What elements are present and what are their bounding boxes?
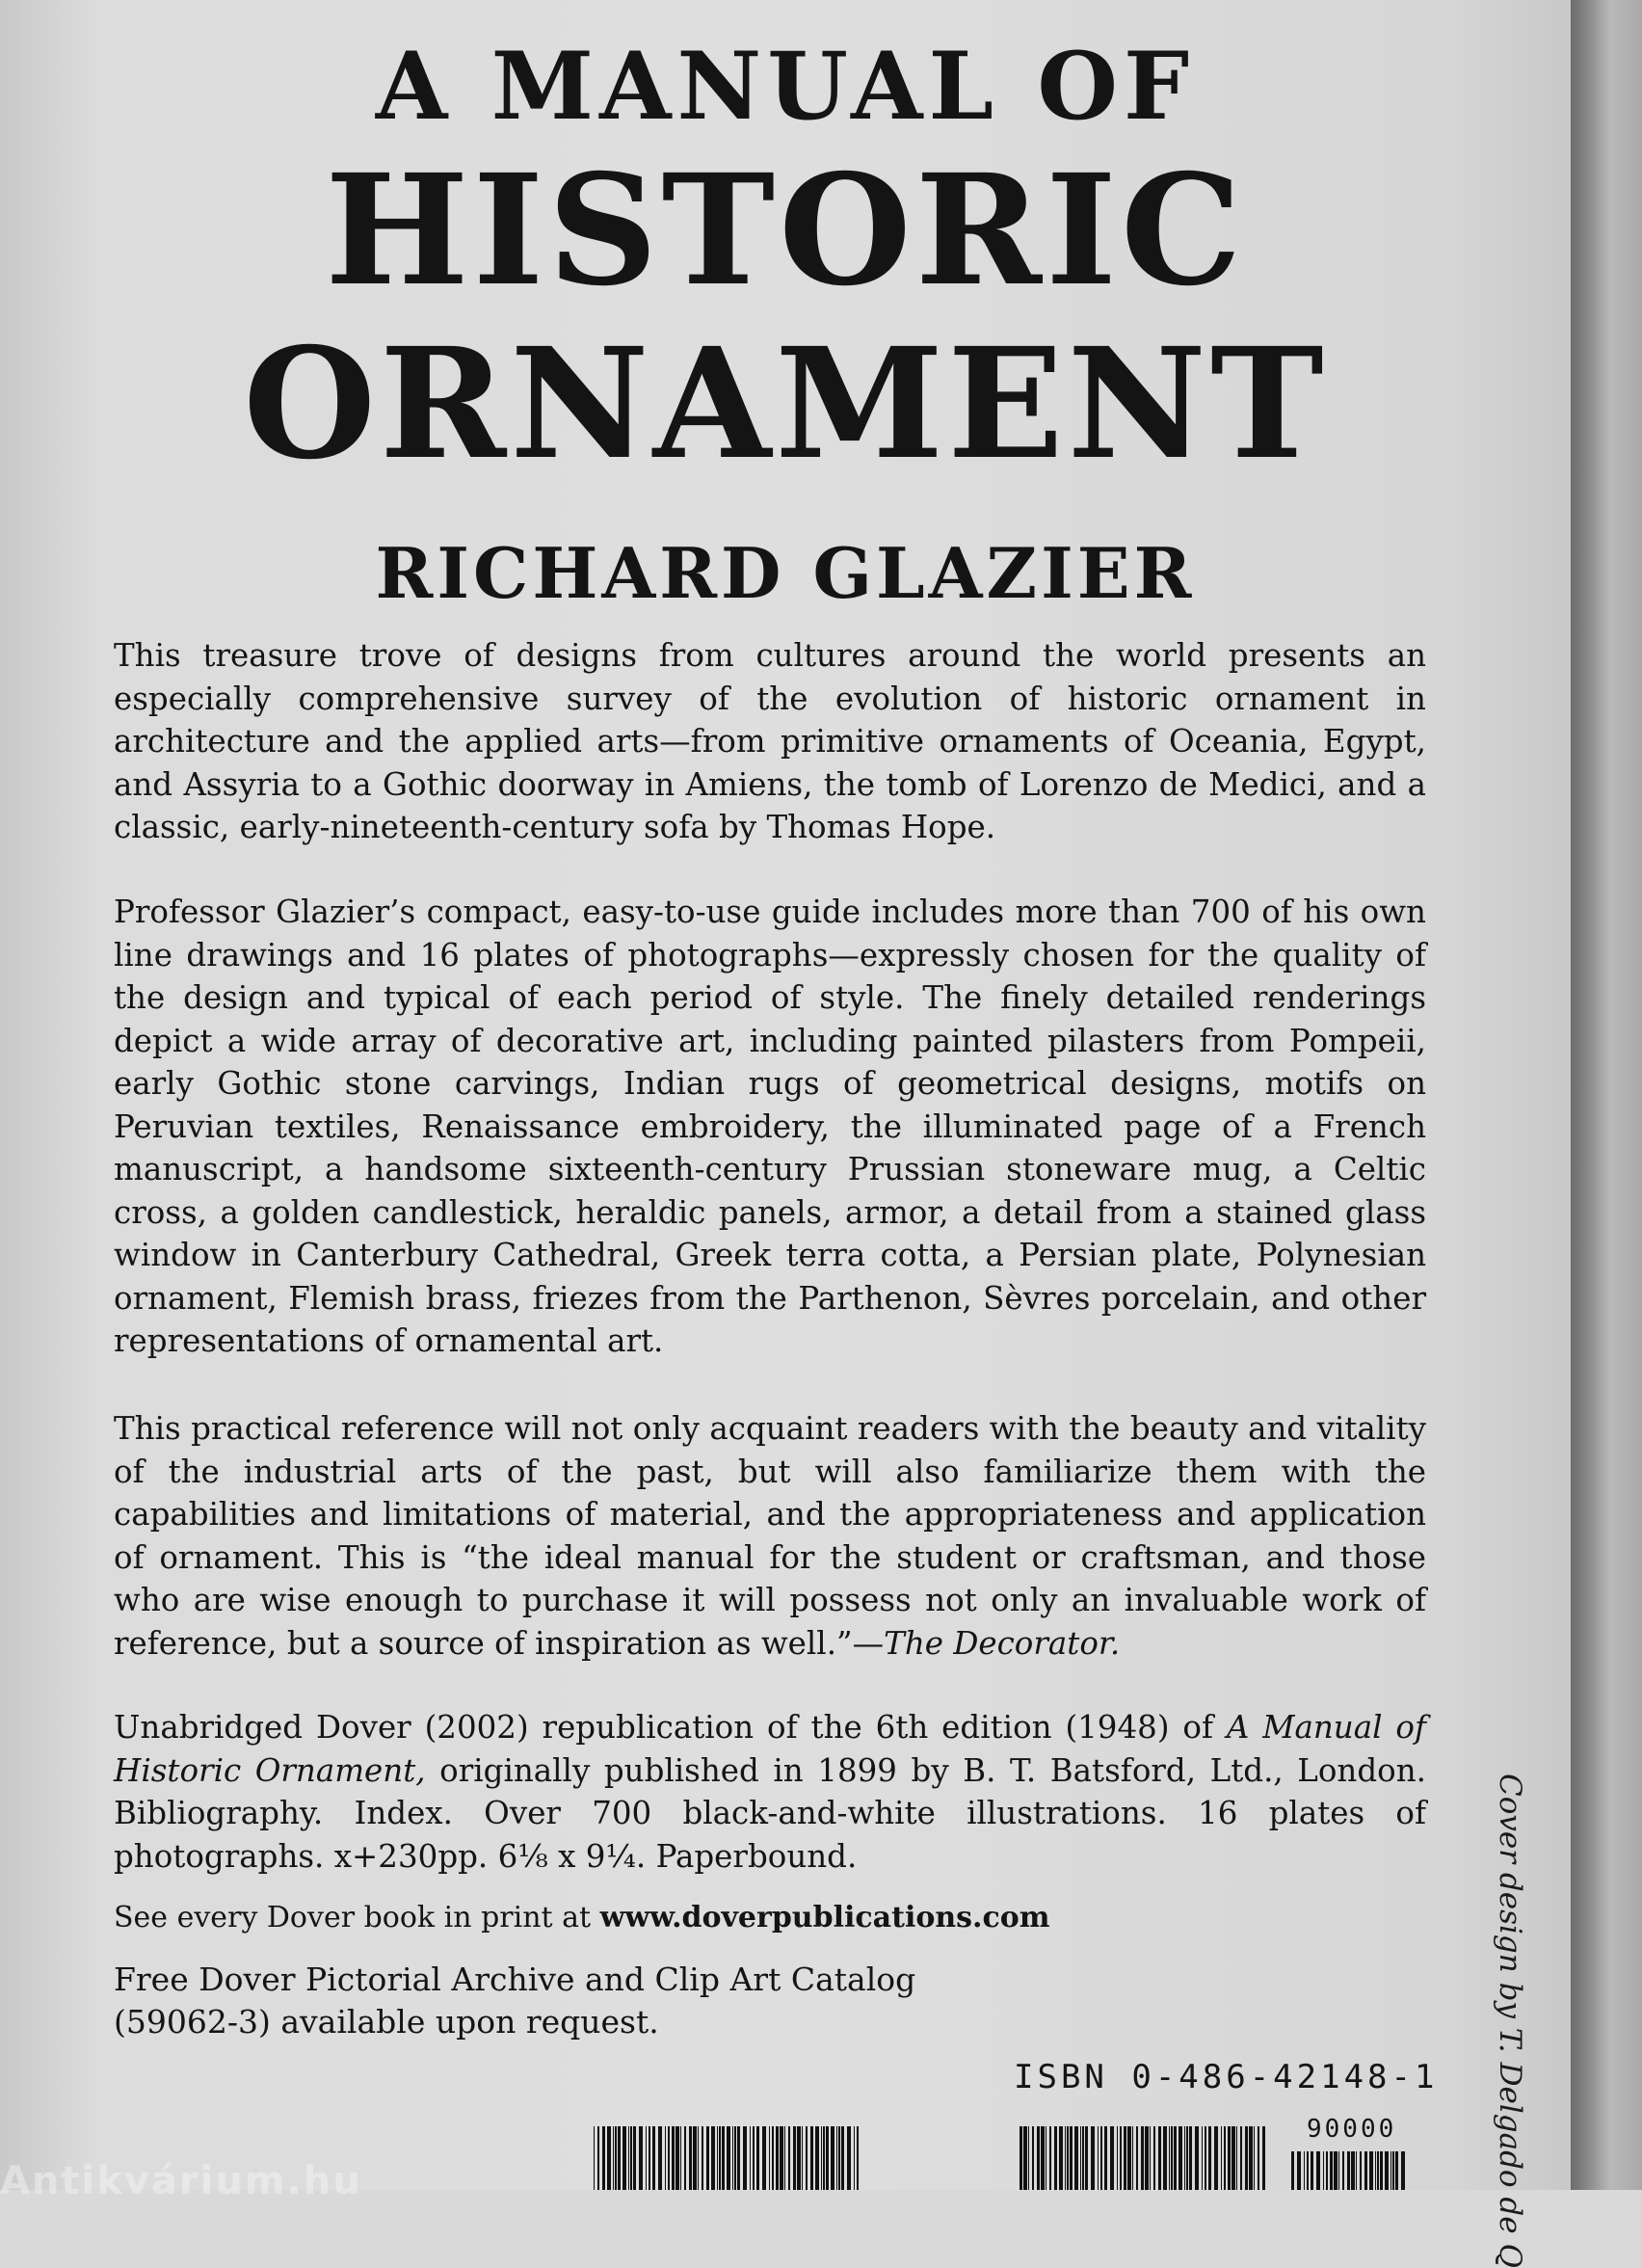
isbn-number: ISBN 0-486-42148-1 (1014, 2058, 1439, 2096)
cover-design-credit: Cover design by T. Delgado de Q (1493, 1774, 1527, 2268)
publication-info (114, 1706, 1426, 1878)
author-name: RICHARD GLAZIER (375, 532, 1196, 614)
website-line (114, 1897, 1426, 1939)
publication-info-start: Unabridged Dover (2002) republication of the 6th edition (1948) of (114, 1709, 1227, 1746)
watermark: Antikvárium.hu (0, 2159, 362, 2203)
title-line-1: A MANUAL OF (375, 32, 1196, 141)
barcode-upc (594, 2126, 860, 2190)
catalog-line-2: (59062-3) available upon request. (114, 2003, 659, 2041)
barcode-price (1291, 2151, 1405, 2190)
barcode-isbn (1020, 2126, 1266, 2190)
website-text: See every Dover book in print at (114, 1901, 600, 1934)
title-line-3: ORNAMENT (243, 315, 1328, 494)
catalog-line-1: Free Dover Pictorial Archive and Clip Art Catalog (114, 1961, 916, 1998)
book-spine-edge (1571, 0, 1642, 2190)
book-title-italic: A Manual of Historic Ornament, (114, 1709, 1426, 1789)
quote-source: The Decorator. (884, 1624, 1121, 1662)
price-code: 90000 (1307, 2115, 1397, 2144)
description-paragraph-3 (114, 1407, 1426, 1665)
title-line-2: HISTORIC (325, 142, 1246, 320)
catalog-offer (114, 1959, 1426, 2043)
quote-text: This practical reference will not only acquaint readers with the beauty and vitality of the industrial arts of the past, but will also familiarize them with the capabilities and limitations of material, and the appropriateness and application of ornament. This is “the ideal manual for the student or craftsman, and those who are wise enough to purchase it will possess not only an invaluable work of reference, but a source of inspiration as well.”— (114, 1410, 1426, 1662)
website-url: www.doverpublications.com (599, 1901, 1050, 1934)
description-paragraph-2: Professor Glazier’s compact, easy-to-use guide includes more than 700 of his own line drawings and 16 plates of photographs—expressly chosen for the quality of the design and typical of each period of style. The finely detailed renderings depict a wide array of decorative art, including painted pilasters from Pompeii, early Gothic stone carvings, Indian rugs of geometrical designs, motifs on Peruvian textiles, Renaissance embroidery, the illuminated page of a French manuscript, a handsome sixteenth-century Prussian stoneware mug, a Celtic cross, a golden candlestick, heraldic panels, armor, a detail from a stained glass window in Canterbury Cathedral, Greek terra cotta, a Persian plate, Polynesian ornament, Flemish brass, friezes from the Parthenon, Sèvres porcelain, and other representations of ornamental art. (114, 894, 1426, 1359)
publication-info-end: originally published in 1899 by B. T. Batsford, Ltd., London. Bibliography. Index. Over 700 black-and-white illustrations. 16 plates of photographs. x+230pp. 6⅛ x 9¼. Paperbound. (114, 1751, 1426, 1875)
description-paragraph-1: This treasure trove of designs from cultures around the world presents an especially comprehensive survey of the evolution of historic ornament in architecture and the applied arts—from primitive ornaments of Oceania, Egypt, and Assyria to a Gothic doorway in Amiens, the tomb of Lorenzo de Medici, and a classic, early-nineteenth-century sofa by Thomas Hope. (114, 637, 1426, 845)
